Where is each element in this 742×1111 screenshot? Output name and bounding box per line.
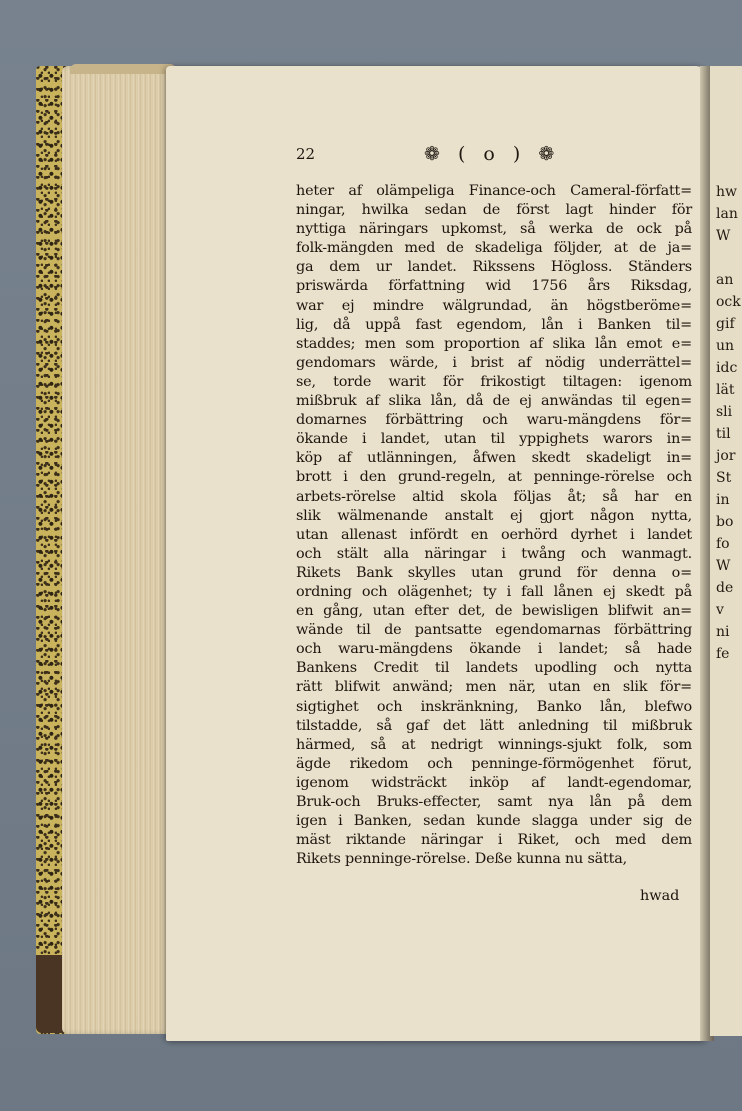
text-line: mäst riktande näringar i Riket, och med dem — [296, 832, 692, 849]
text-line: ägde rikedom och penninge-förmögenhet förut, — [296, 755, 692, 772]
text-line: tilstadde, så gaf det lätt anledning til mißbruk — [296, 717, 692, 734]
opposite-page-fragment: fe — [716, 646, 730, 662]
text-line: gendomars wärde, i brist af nödig underrättel= — [296, 354, 692, 371]
text-line: sigtighet och inskränkning, Banko lån, blefwo — [296, 698, 692, 715]
opposite-page-fragment: de — [716, 580, 734, 596]
text-line: war ej mindre wälgrundad, än högstberöme= — [296, 297, 692, 314]
page-block-top — [70, 64, 176, 74]
text-line: en gång, utan efter det, de bewisligen blifwit an= — [296, 603, 692, 620]
opposite-page-fragment: ock — [716, 294, 741, 310]
text-line: Rikets penninge-rörelse. Deße kunna nu sätta, — [296, 851, 627, 868]
text-line: priswärda författning wid 1756 års Riksdag, — [296, 278, 692, 295]
text-line: Rikets Bank skylles utan grund för denna o= — [296, 564, 692, 581]
text-line: mißbruk af slika lån, då de ej anwändas til egen= — [296, 393, 692, 410]
text-line: och stält alla näringar i twång och wanmagt. — [296, 545, 692, 562]
opposite-page-fragment: an — [716, 272, 734, 288]
text-line: folk-mängden med de skadeliga följder, at de ja= — [296, 240, 692, 257]
text-line: se, torde warit för frikostigt tiltagen: igenom — [296, 373, 692, 390]
text-line: igen i Banken, sedan kunde slagga under sig de — [296, 813, 692, 830]
text-line: rätt blifwit anwänd; men när, utan en slik för= — [296, 679, 692, 696]
text-line: nyttiga näringars upkomst, så werka de ock på — [296, 221, 692, 238]
opposite-page-fragment: fo — [716, 536, 730, 552]
opposite-page-fragment: St — [716, 470, 732, 486]
text-line: och waru-mängdens ökande i landet; så hade — [296, 641, 692, 658]
opposite-page-fragment: jor — [716, 448, 736, 464]
opposite-page-fragment: til — [716, 426, 731, 442]
text-line: heter af olämpeliga Finance-och Cameral-författ= — [296, 183, 692, 199]
header-ornament: ❁ ( o ) ❁ — [424, 143, 561, 165]
opposite-page-fragment: W — [716, 228, 731, 244]
opposite-page-fragment: gif — [716, 316, 735, 332]
page-body-text — [296, 182, 692, 869]
text-line: brott i den grund-regeln, at penninge-rörelse och — [296, 469, 692, 486]
opposite-page-fragment: ni — [716, 624, 730, 640]
text-line: köp af utlänningen, åfwen skedt skadeligt in= — [296, 450, 692, 467]
text-line: staddes; men som proportion af slika lån emot e= — [296, 335, 692, 352]
text-line: ga dem ur landet. Rikssens Högloss. Ständers — [296, 259, 692, 276]
text-line: ordning och olägenhet; ty i fall lånen ej skedt på — [296, 583, 692, 600]
opposite-page-fragment: W — [716, 558, 731, 574]
text-line: domarnes förbättring och waru-mängdens för= — [296, 412, 692, 429]
opposite-page-fragment: hw — [716, 184, 737, 200]
text-line: wände til de pantsatte egendomarnas förbättring — [296, 622, 692, 639]
opposite-page-fragment: lan — [716, 206, 738, 222]
opposite-page — [710, 66, 742, 1036]
opposite-page-fragment: un — [716, 338, 735, 354]
page-block-edges — [62, 66, 172, 1034]
text-line: arbets-rörelse altid skola följas åt; så har en — [296, 488, 692, 505]
text-line: ökande i landet, utan til yppighets warors in= — [296, 431, 692, 448]
text-line: igenom widsträckt inköp af landt-egendomar, — [296, 774, 692, 791]
opposite-page-fragment: idc — [716, 360, 738, 376]
catchword: hwad — [640, 888, 680, 904]
opposite-page-fragment: lät — [716, 382, 735, 398]
text-line: utan allenast infördt en oerhörd dyrhet i landet — [296, 526, 692, 543]
text-line: slik wälmenande anstalt ej gjort någon nytta, — [296, 507, 692, 524]
page-header — [296, 143, 686, 169]
text-line: Bankens Credit til landets upodling och nytta — [296, 660, 692, 677]
page-number: 22 — [296, 145, 316, 163]
opposite-page-fragment: v — [716, 602, 724, 618]
text-line: ningar, hwilka sedan de först lagt hinder för — [296, 202, 692, 219]
text-line: Bruk-och Bruks-effecter, samt nya lån på dem — [296, 794, 692, 810]
opposite-page-fragment: bo — [716, 514, 734, 530]
opposite-page-fragment: in — [716, 492, 730, 508]
text-line: härmed, så at nedrigt winnings-sjukt folk, som — [296, 736, 692, 753]
text-line: lig, då uppå fast egendom, lån i Banken til= — [296, 316, 692, 333]
opposite-page-fragment: sli — [716, 404, 733, 420]
